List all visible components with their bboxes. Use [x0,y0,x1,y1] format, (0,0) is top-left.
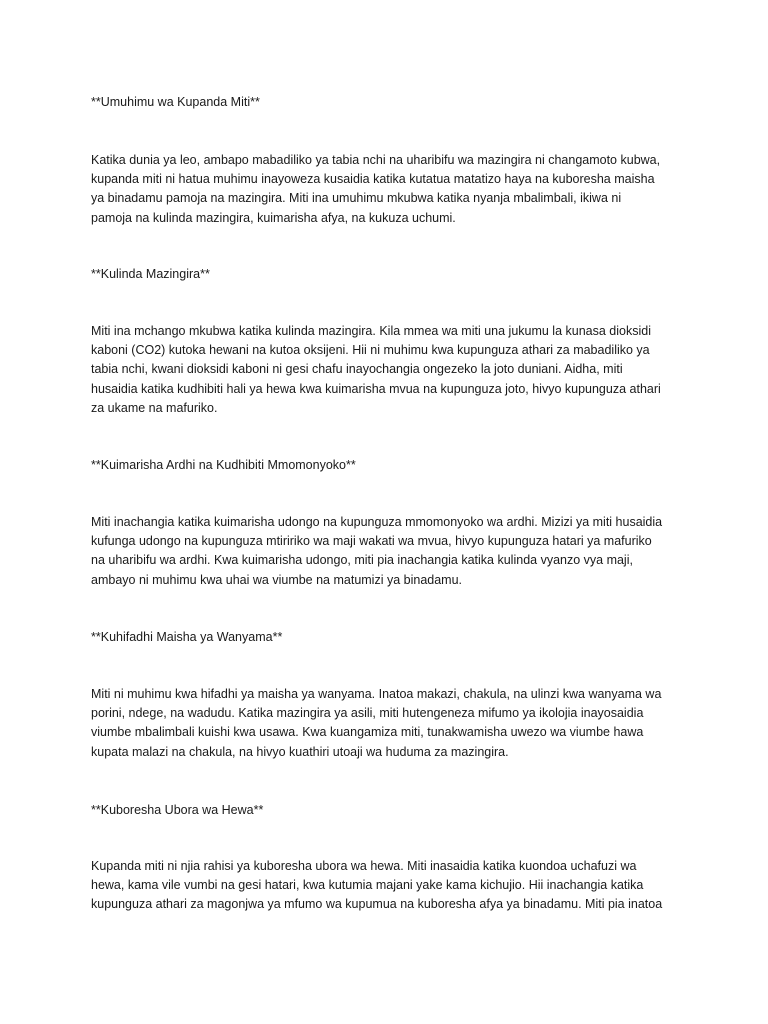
paragraph-line: Miti ni muhimu kwa hifadhi ya maisha ya wanyama. Inatoa makazi, chakula, na ulinzi kwa wanyama wa [91,687,662,701]
paragraph-line: hewa, kama vile vumbi na gesi hatari, kwa kutumia majani yake kama kichujio. Hii inachangia katika [91,878,644,893]
section-paragraph-kuimarisha-ardhi [91,513,691,590]
section-heading-kuimarisha-ardhi: **Kuimarisha Ardhi na Kudhibiti Mmomonyoko** [91,458,356,472]
paragraph-line: Katika dunia ya leo, ambapo mabadiliko ya tabia nchi na uharibifu wa mazingira ni changamoto kubwa, [91,153,661,167]
paragraph-line: kufunga udongo na kupunguza mtiririko wa maji wakati wa mvua, hivyo kupunguza hatari ya mafuriko [91,534,652,549]
section-heading-kuhifadhi-wanyama: **Kuhifadhi Maisha ya Wanyama** [91,630,283,644]
paragraph-line: Miti inachangia katika kuimarisha udongo na kupunguza mmomonyoko wa ardhi. Mizizi ya miti husaidia [91,515,663,529]
section-paragraph-kuboresha-hewa [91,857,691,915]
section-heading-umuhimu: **Umuhimu wa Kupanda Miti** [91,95,260,109]
paragraph-line: pamoja na kulinda mazingira, kuimarisha afya, na kukuza uchumi. [91,210,456,225]
section-heading-kulinda-mazingira: **Kulinda Mazingira** [91,267,210,281]
paragraph-line: husaidia katika kudhibiti hali ya hewa kwa kuimarisha mvua na kupunguza joto, hivyo kupunguza athari [91,381,661,396]
paragraph-line: tabia nchi, kwani dioksidi kaboni ni gesi chafu inayochangia ongezeko la joto duniani. Aidha, miti [91,362,623,377]
paragraph-line: kupanda miti ni hatua muhimu inayoweza kusaidia katika kutatua matatizo haya na kuboresha maisha [91,172,655,187]
section-heading-kuboresha-hewa: **Kuboresha Ubora wa Hewa** [91,803,264,817]
paragraph-line: Miti ina mchango mkubwa katika kulinda mazingira. Kila mmea wa miti una jukumu la kunasa dioksidi [91,324,651,338]
section-paragraph-kulinda-mazingira [91,322,691,418]
paragraph-line: ya binadamu pamoja na mazingira. Miti ina umuhimu mkubwa katika nyanja mbalimbali, ikiwa ni [91,191,622,206]
paragraph-line: viumbe mbalimbali kuishi kwa usawa. Kwa kuangamiza miti, tunakwamisha uwezo wa viumbe hawa [91,725,644,740]
section-paragraph-kuhifadhi-wanyama [91,685,691,762]
paragraph-line: kaboni (CO2) kutoka hewani na kutoa oksijeni. Hii ni muhimu kwa kupunguza athari za mabadiliko ya [91,343,650,358]
paragraph-line: kupunguza athari za magonjwa ya mfumo wa kupumua na kuboresha afya ya binadamu. Miti pia inatoa [91,897,663,912]
paragraph-line: Kupanda miti ni njia rahisi ya kuboresha ubora wa hewa. Miti inasaidia katika kuondoa uchafuzi wa [91,859,637,873]
paragraph-line: za ukame na mafuriko. [91,400,218,415]
section-paragraph-umuhimu [91,151,691,228]
paragraph-line: porini, ndege, na wadudu. Katika mazingira ya asili, miti hutengeneza mifumo ya ikolojia inayosaidia [91,706,644,721]
paragraph-line: ambayo ni muhimu kwa uhai wa viumbe na matumizi ya binadamu. [91,572,463,587]
paragraph-line: na uharibifu wa ardhi. Kwa kuimarisha udongo, miti pia inachangia katika kulinda vyanzo vya maji, [91,553,633,568]
paragraph-line: kupata malazi na chakula, na hivyo kuathiri utoaji wa huduma za mazingira. [91,744,509,759]
